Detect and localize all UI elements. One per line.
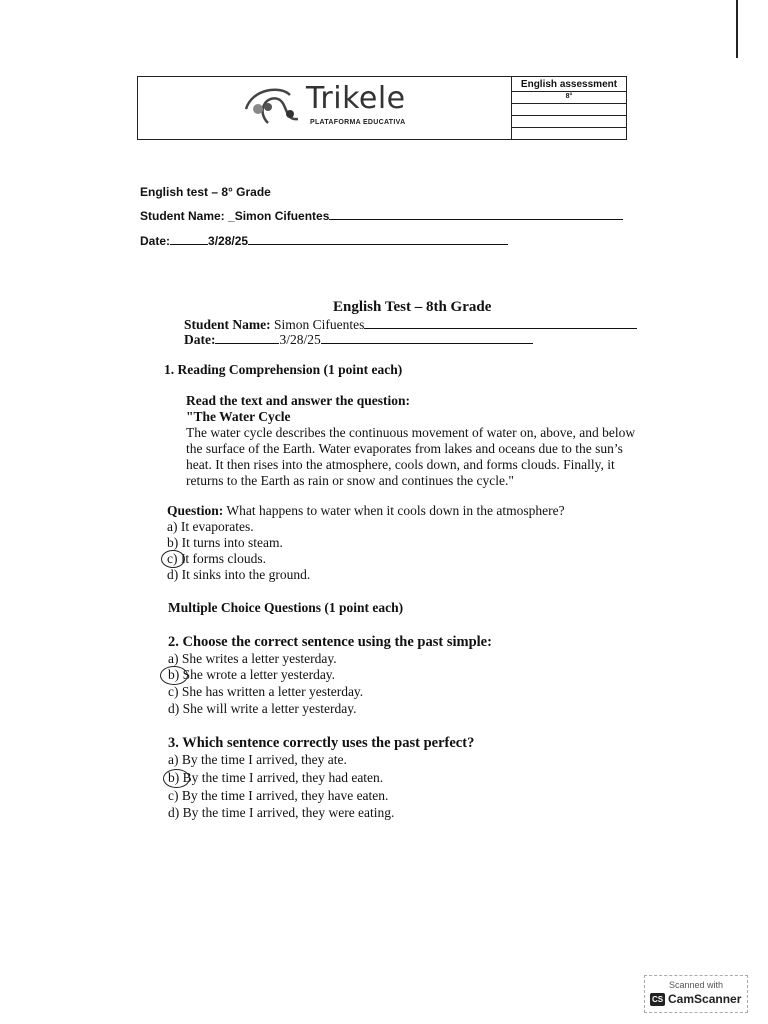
q2-option-d: d) She will write a letter yesterday. [168, 701, 357, 716]
question-text: What happens to water when it cools down in the atmosphere? [226, 503, 565, 518]
q3-option-a: a) By the time I arrived, they ate. [168, 752, 347, 767]
logo-mark-icon [238, 81, 308, 131]
passage-line: heat. It then rises into the atmosphere, cools down, and forms clouds. Finally, it [186, 457, 615, 472]
test-title: English Test – 8th Grade [333, 299, 492, 315]
date-label: Date: [140, 234, 171, 248]
passage-line: The water cycle describes the continuous movement of water on, above, and below [186, 425, 636, 440]
test-date-label: Date: [184, 332, 216, 347]
test-student-line [184, 317, 637, 333]
passage-title: "The Water Cycle [186, 409, 291, 424]
section1-heading: 1. Reading Comprehension (1 point each) [164, 362, 403, 377]
date-underline-pre [170, 234, 208, 245]
q2-option-a: a) She writes a letter yesterday. [168, 651, 337, 666]
student-name-value: _Simon Cifuentes [228, 209, 330, 223]
test-date-line [184, 332, 533, 348]
option-c: c) It forms clouds. [167, 551, 266, 566]
camscanner-icon: CS [651, 995, 664, 1004]
answer-circle-mark [161, 550, 185, 568]
camscanner-name: CamScanner [668, 992, 742, 1006]
logo-title: Trikele [306, 81, 406, 116]
passage-line: returns to the Earth as rain or snow and continues the cycle." [186, 473, 514, 488]
test-student-underline [364, 318, 637, 329]
option-b: b) It turns into steam. [167, 535, 283, 550]
scanned-with-text: Scanned with [668, 980, 724, 990]
date-underline [248, 234, 508, 245]
answer-circle-mark [160, 666, 188, 685]
test-date-value: 3/28/25 [279, 332, 321, 347]
q2-question: 2. Choose the correct sentence using the past simple: [168, 634, 492, 650]
page-edge-line [736, 0, 738, 58]
answer-circle-mark [163, 769, 190, 788]
q2-option-c: c) She has written a letter yesterday. [168, 684, 364, 699]
header-box [137, 76, 627, 140]
student-name-label: Student Name: [140, 209, 225, 223]
assessment-label: English assessment [512, 77, 626, 92]
camscanner-watermark [644, 975, 748, 1013]
reading-instruction: Read the text and answer the question: [186, 393, 411, 408]
mc-heading: Multiple Choice Questions (1 point each) [168, 600, 404, 615]
date-line [140, 234, 508, 248]
logo-subtitle: PLATAFORMA EDUCATIVA [310, 119, 406, 126]
trikele-logo [238, 81, 438, 131]
student-name-line [140, 209, 623, 223]
student-name-underline [329, 209, 623, 220]
assessment-blank-row [512, 104, 626, 116]
test-student-label: Student Name: [184, 317, 271, 332]
q2-option-b: b) She wrote a letter yesterday. [168, 667, 336, 682]
test-date-underline-pre [215, 333, 279, 344]
test-student-value: Simon Cifuentes [274, 317, 365, 332]
q3-question: 3. Which sentence correctly uses the past perfect? [168, 735, 475, 751]
date-value: 3/28/25 [208, 234, 249, 248]
test-date-underline [321, 333, 533, 344]
option-d: d) It sinks into the ground. [167, 567, 311, 582]
question-label: Question: [167, 503, 224, 518]
q3-option-b: b) By the time I arrived, they had eaten. [168, 770, 384, 785]
test-line: English test – 8° Grade [140, 185, 271, 199]
option-a: a) It evaporates. [167, 519, 254, 534]
q3-option-d: d) By the time I arrived, they were eating. [168, 805, 395, 820]
passage-line: the surface of the Earth. Water evaporates from lakes and oceans due to the sun’s [186, 441, 623, 456]
assessment-grade: 8° [512, 92, 626, 104]
question-line [167, 503, 565, 519]
q3-option-c: c) By the time I arrived, they have eaten. [168, 788, 389, 803]
assessment-blank-row [512, 116, 626, 128]
assessment-table [511, 77, 626, 139]
